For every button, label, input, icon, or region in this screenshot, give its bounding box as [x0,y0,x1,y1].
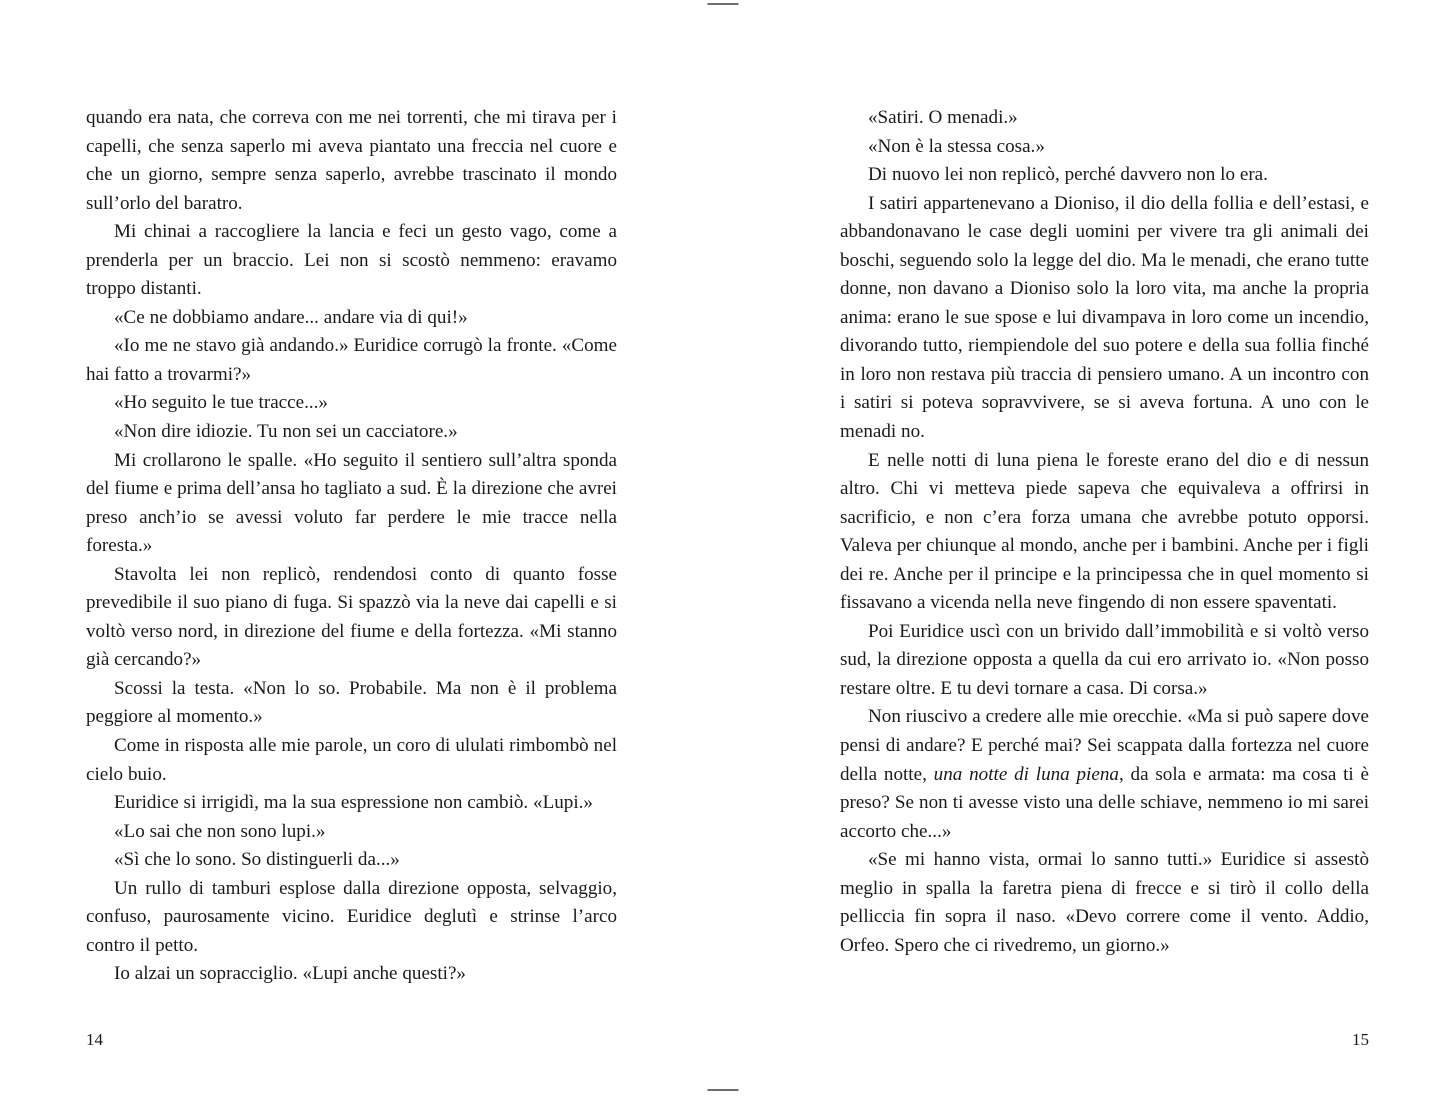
body-paragraph: «Non dire idiozie. Tu non sei un cacciatore.» [114,421,458,443]
body-paragraph: «Io me ne stavo già andando.» Euridice corrugò la fronte. «Come hai fatto a trovarmi?» [86,335,617,385]
body-paragraph: Poi Euridice uscì con un brivido dall’immobilità e si voltò verso sud, la direzione opposta a quella da cui ero arrivato io. «Non posso restare oltre. E tu devi tornare a casa. Di corsa.» [840,620,1369,699]
page-right [722,0,1445,1111]
body-paragraph: «Satiri. O menadi.» [868,107,1018,128]
body-paragraph: E nelle notti di luna piena le foreste erano del dio e di nessun altro. Chi vi metteva piede sapeva che equivaleva a offrirsi in sacrificio, e non c’era forza umana che avrebbe potuto opporsi. Valeva per chiunque al mondo, anche per i bambini. Anche per i figli dei re. Anche per il principe e la principessa che in quel momento si fissavano a vicenda nella neve fingendo di non essere spaventati. [840,449,1369,614]
body-paragraph: Mi chinai a raccogliere la lancia e feci un gesto vago, come a prenderla per un braccio. Lei non si scostò nemmeno: eravamo troppo distanti. [86,221,617,300]
body-paragraph: I satiri appartenevano a Dioniso, il dio della follia e dell’estasi, e abbandonavano le case degli uomini per vivere tra gli animali dei boschi, seguendo solo la legge del dio. Ma le menadi, che erano tutte donne, non davano a Dioniso solo la loro vita, ma anche la propria anima: erano le sue spose e lui divampava in loro come un incendio, divorando tutto, riempiendole del suo potere e della sua follia finché in loro non restava più traccia di pensiero umano. A un incontro con i satiri si poteva sopravvivere, se si aveva fortuna. A uno con le menadi no. [840,192,1369,443]
body-paragraph: «Sì che lo sono. So distinguerli da...» [114,849,400,871]
body-paragraph: «Non è la stessa cosa.» [868,135,1045,157]
page-number-right: 15 [1352,1030,1369,1049]
body-paragraph: Un rullo di tamburi esplose dalla direzione opposta, selvaggio, confuso, paurosamente vicino. Euridice deglutì e strinse l’arco contro il petto. [86,877,617,956]
body-paragraph: «Ce ne dobbiamo andare... andare via di qui!» [114,306,468,328]
body-paragraph: Di nuovo lei non replicò, perché davvero non lo era. [868,164,1268,186]
body-text-column-left [86,104,617,989]
page-number-left: 14 [86,1030,103,1049]
body-paragraph: Euridice si irrigidì, ma la sua espressione non cambiò. «Lupi.» [114,792,593,814]
body-paragraph: Mi crollarono le spalle. «Ho seguito il sentiero sull’altra sponda del fiume e prima dell’ansa ho tagliato a sud. È la direzione che avrei preso anch’io se avessi voluto far perdere le mie tracce nella foresta.» [86,449,617,557]
body-text-column-right [840,104,1369,960]
emphasis-text: una notte di luna piena [933,763,1119,785]
page-left [0,0,722,1111]
body-paragraph: «Lo sai che non sono lupi.» [114,820,326,842]
body-paragraph: Scossi la testa. «Non lo so. Probabile. Ma non è il problema peggiore al momento.» [86,677,617,728]
body-paragraph: Stavolta lei non replicò, rendendosi conto di quanto fosse prevedibile il suo piano di fuga. Si spazzò via la neve dai capelli e si voltò verso nord, in direzione del fiume e della fortezza. «Mi stanno già cercando?» [86,563,617,671]
body-paragraph: «Ho seguito le tue tracce...» [114,392,328,414]
body-paragraph: Come in risposta alle mie parole, un coro di ululati rimbombò nel cielo buio. [86,735,617,785]
binding-tick-bottom-icon [707,1089,738,1091]
body-paragraph: Non riuscivo a credere alle mie orecchie. «Ma si può sapere dove pensi di andare? E perché mai? Sei scappata dalla fortezza nel cuore della notte, una notte di luna piena, da sola e armata: ma cosa ti è preso? Se non ti avesse visto una delle schiave, nemmeno io mi sarei accorto che...» [840,706,1369,842]
body-paragraph: quando era nata, che correva con me nei torrenti, che mi tirava per i capelli, che senza saperlo mi aveva piantato una freccia nel cuore e che un giorno, sempre senza saperlo, avrebbe trascinato il mondo sull’orlo del baratro. [86,107,617,214]
body-paragraph: Io alzai un sopracciglio. «Lupi anche questi?» [114,963,466,985]
body-paragraph: «Se mi hanno vista, ormai lo sanno tutti.» Euridice si assestò meglio in spalla la faretra piena di frecce e si tirò il collo della pelliccia fin sopra il naso. «Devo correre come il vento. Addio, Orfeo. Spero che ci rivedremo, un giorno.» [840,849,1369,956]
